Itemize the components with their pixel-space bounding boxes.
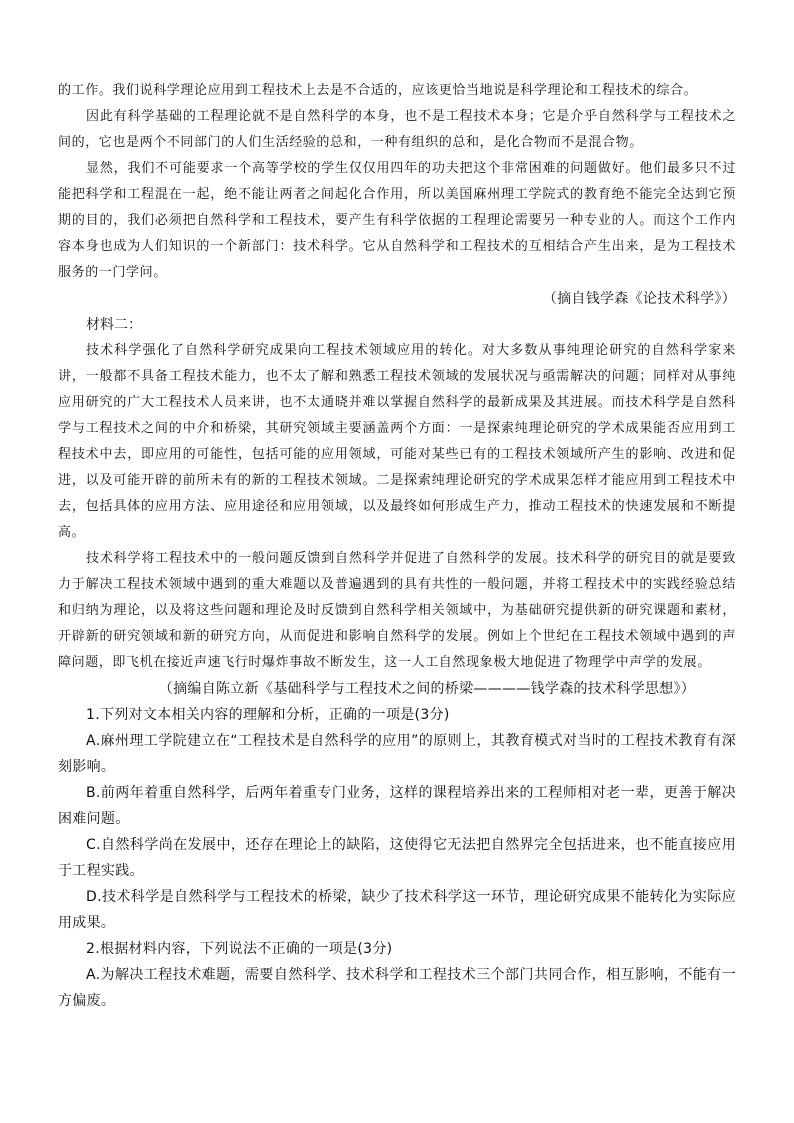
question-1-option-b: B.前两年着重自然科学，后两年着重专门业务，这样的课程培养出来的工程师相对老一辈，更善于解决困难问题。 bbox=[58, 785, 736, 827]
question-2-stem: 2.根据材料内容，下列说法不正确的一项是(3分) bbox=[86, 941, 393, 957]
material2-paragraph-1: 技术科学强化了自然科学研究成果向工程技术领域应用的转化。对大多数从事纯理论研究的自然科学家来讲，一般都不具备工程技术能力，也不太了解和熟悉工程技术领域的发展状况与亟需解决的问题；同样对从事纯应用研究的广大工程技术人员来讲，也不太通晓并难以掌握自然科学的最新成果及其进展。而技术科学是自然科学与工程技术之间的中介和桥梁，其研究领域主要涵盖两个方面：一是探索纯理论研究的学术成果能否应用到工程技术中去，即应用的可能性，包括可能的应用领域，可能对某些已有的工程技术领域所产生的影响、改进和促进，以及可能开辟的前所未有的新的工程技术领域。二是探索纯理论研究的学术成果怎样才能应用到工程技术中去，包括具体的应用方法、应用途径和应用领域，以及最终如何形成生产力，推动工程技术的快速发展和不断提高。 bbox=[58, 343, 736, 540]
material1-paragraph-0: 的工作。我们说科学理论应用到工程技术上去是不合适的，应该更恰当地说是科学理论和工程技术的综合。 bbox=[58, 83, 698, 98]
material2-source: （摘编自陈立新《基础科学与工程技术之间的桥梁————钱学森的技术科学思想》） bbox=[158, 681, 696, 697]
material1-source: （摘自钱学森《论技术科学》） bbox=[542, 291, 736, 307]
question-1-option-a: A.麻州理工学院建立在“工程技术是自然科学的应用”的原则上，其教育模式对当时的工程技术教育有深刻影响。 bbox=[58, 733, 736, 775]
material2-paragraph-2: 技术科学将工程技术中的一般问题反馈到自然科学并促进了自然科学的发展。技术科学的研究目的就是要致力于解决工程技术领域中遇到的重大难题以及普遍遇到的具有共性的一般问题，并将工程技术中的实践经验总结和归纳为理论，以及将这些问题和理论及时反馈到自然科学相关领域中，为基础研究提供新的研究课题和素材，开辟新的研究领域和新的研究方向，从而促进和影响自然科学的发展。例如上个世纪在工程技术领域中遇到的声障问题，即飞机在接近声速飞行时爆炸事故不断发生，这一人工自然现象极大地促进了物理学中声学的发展。 bbox=[58, 551, 736, 670]
question-1-option-d: D.技术科学是自然科学与工程技术的桥梁，缺少了技术科学这一环节，理论研究成果不能转化为实际应用成果。 bbox=[58, 889, 736, 931]
material1-paragraph-2: 显然，我们不可能要求一个高等学校的学生仅仅用四年的功夫把这个非常困难的问题做好。他们最多只不过能把科学和工程混在一起，绝不能让两者之间起化合作用，所以美国麻州理工学院式的教育绝不能完全达到它预期的目的，我们必须把自然科学和工程技术，要产生有科学依据的工程理论需要另一种专业的人。而这个工作内容本身也成为人们知识的一个新部门：技术科学。它从自然科学和工程技术的互相结合产生出来，是为工程技术服务的一门学问。 bbox=[58, 161, 736, 280]
question-2-option-a: A.为解决工程技术难题，需要自然科学、技术科学和工程技术三个部门共同合作，相互影响，不能有一方偏废。 bbox=[58, 967, 736, 1009]
question-1-stem: 1.下列对文本相关内容的理解和分析，正确的一项是(3分) bbox=[86, 707, 450, 723]
material1-paragraph-1: 因此有科学基础的工程理论就不是自然科学的本身，也不是工程技术本身；它是介乎自然科学与工程技术之间的，它也是两个不同部门的人们生活经验的总和，一种有组织的总和，是化合物而不是混合物。 bbox=[58, 109, 736, 150]
material2-heading: 材料二： bbox=[86, 317, 142, 333]
question-1-option-c: C.自然科学尚在发展中，还存在理论上的缺陷，这使得它无法把自然界完全包括进来，也不能直接应用于工程实践。 bbox=[58, 837, 736, 879]
